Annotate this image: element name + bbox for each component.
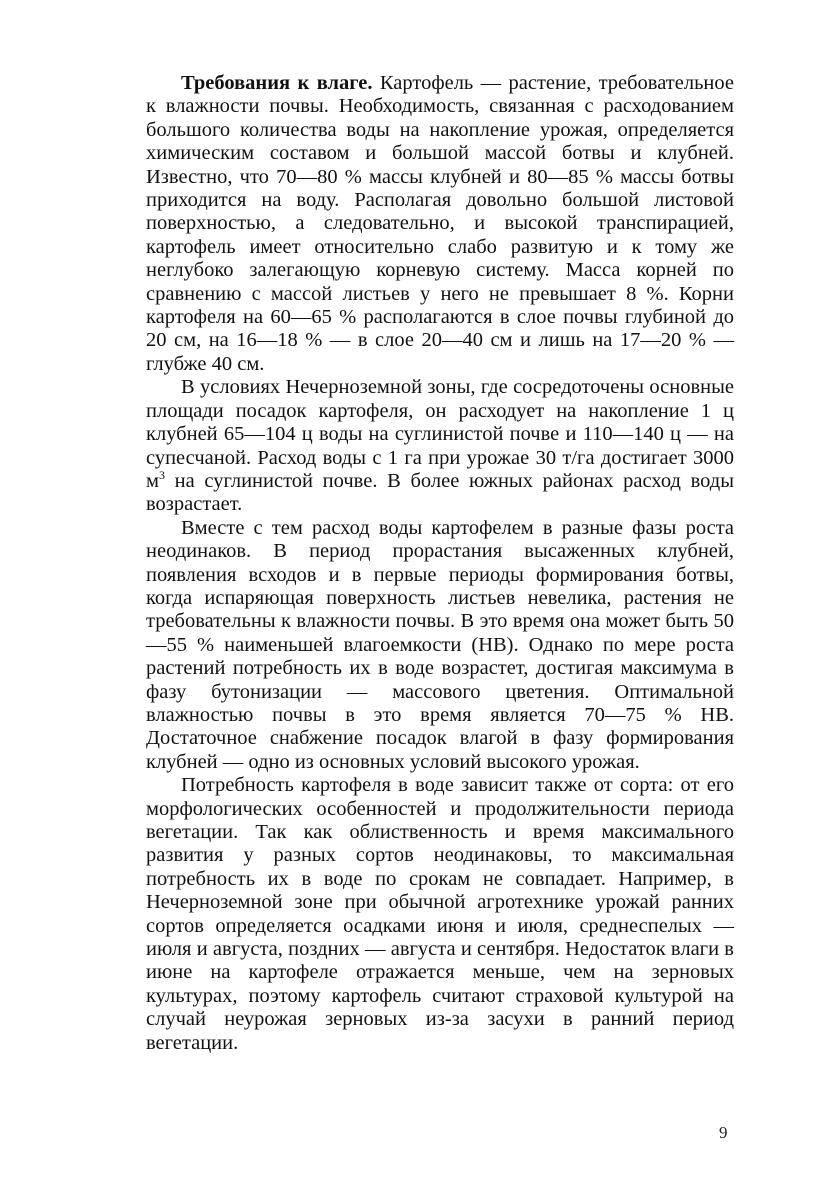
section-heading: Требования к влаге. xyxy=(181,72,373,94)
paragraph-text: В условиях Нечерноземной зоны, где сосредоточены основные площади посадок картофеля, он расходует на накопление 1 ц клубней 65—104 ц воды на суглинистой почве и 110—140 ц — на супесчаной. Расход воды с 1 га при урожае 30 т/га достигает 3000 м xyxy=(146,376,734,492)
superscript: 3 xyxy=(158,468,165,483)
paragraph-text: на суглинистой почве. В более южных районах расход воды возрастает. xyxy=(146,469,734,516)
paragraph-non-chernozem-zone xyxy=(146,376,734,516)
paragraph-text: Вместе с тем расход воды картофелем в разные фазы роста неодинаков. В период прорастания высаженных клубней, появления всходов и в первые периоды формирования ботвы, когда испаряющая поверхность листьев невелика, растения не требовательны к влажности почвы. В это время она может быть 50—55 % наименьшей влагоемкости (НВ). Однако по мере роста растений потребность их в воде возрастет, достигая максимума в фазу бутонизации — массового цветения. Оптимальной влажностью почвы в это время является 70—75 % НВ. Достаточное снабжение посадок влагой в фазу формирования клубней — одно из основных условий высокого урожая. xyxy=(146,516,734,773)
paragraph-variety-dependence xyxy=(146,774,734,1055)
paragraph-text: Потребность картофеля в воде зависит также от сорта: от его морфологических особенностей и продолжительности периода вегетации. Так как облиственность и время максимального развития у разных сортов неодинаковы, то максимальная потребность их в воде по срокам не совпадает. Например, в Нечерноземной зоне при обычной агротехнике урожай ранних сортов определяется осадками июня и июля, среднеспелых — июля и августа, поздних — августа и сентября. Недостаток влаги в июне на картофеле отражается меньше, чем на зерновых культурах, поэтому картофель считают страховой культурой на случай неурожая зерновых из-за засухи в ранний период вегетации. xyxy=(146,774,734,1054)
document-page xyxy=(146,72,734,1055)
page-number: 9 xyxy=(719,1123,728,1142)
paragraph-text: Картофель — растение, требовательное к влажности почвы. Необходимость, связанная с расходованием большого количества воды на накопление урожая, определяется химическим составом и большой массой ботвы и клубней. Известно, что 70—80 % массы клубней и 80—85 % массы ботвы приходится на воду. Располагая довольно большой листовой поверхностью, а следовательно, и высокой транспирацией, картофель имеет относительно слабо развитую и к тому же неглубоко залегающую корневую систему. Масса корней по сравнению с массой листьев у него не превышает 8 %. Корни картофеля на 60—65 % располагаются в слое почвы глубиной до 20 см, на 16—18 % — в слое 20—40 см и лишь на 17—20 % — глубже 40 см. xyxy=(146,72,734,375)
paragraph-growth-phases xyxy=(146,517,734,774)
paragraph-moisture-requirements xyxy=(146,72,734,376)
